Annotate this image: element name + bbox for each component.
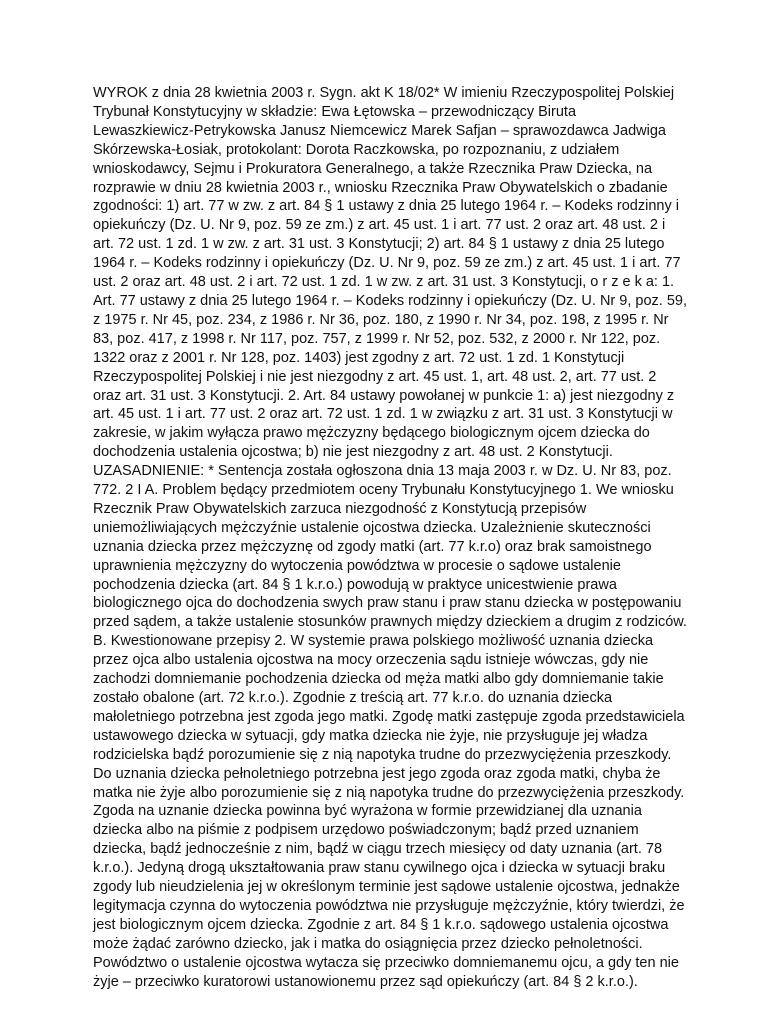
text-line: 83, poz. 417, z 1998 r. Nr 117, poz. 757, z 1999 r. Nr 52, poz. 532, z 2000 r. Nr 122, poz. [93, 330, 661, 347]
text-line: opiekuńczy (Dz. U. Nr 9, poz. 59 ze zm.) z art. 45 ust. 1 i art. 77 ust. 2 oraz art. 48 ust. 2 i [93, 217, 666, 234]
text-line: dziecka, bądź jednocześnie z nim, bądź w ciągu trzech miesięcy od daty uznania (art. 78 [93, 841, 663, 858]
text-line: art. 45 ust. 1 i art. 77 ust. 2 oraz art. 72 ust. 1 zd. 1 w związku z art. 31 ust. 3 Konstytucji w [93, 406, 673, 423]
text-line: dochodzenia ustalenia ojcostwa; b) nie jest niezgodny z art. 48 ust. 2 Konstytucji. [93, 444, 613, 461]
text-line: zostało obalone (art. 72 k.r.o.). Zgodnie z treścią art. 77 k.r.o. do uznania dziecka [93, 690, 613, 706]
text-line: k.r.o.). Jedyną drogą ukształtowania praw stanu cywilnego ojca i dziecka w sytuacji braku [93, 860, 666, 877]
text-line: żyje – przeciwko kuratorowi ustanowionemu przez sąd opiekuńczy (art. 84 § 2 k.r.o.). [93, 973, 638, 990]
text-line: zgody lub nieudzielenia jej w określonym terminie jest sądowe ustalenie ojcostwa, jednakże [93, 879, 680, 896]
text-line: legitymacja czynna do wytoczenia powództwa nie przysługuje mężczyźnie, który twierdzi, że [93, 897, 685, 914]
text-line: Zgoda na uznanie dziecka powinna być wyrażona w formie przewidzianej dla uznania [93, 803, 642, 820]
text-line: B. Kwestionowane przepisy 2. W systemie prawa polskiego możliwość uznania dziecka [93, 633, 654, 650]
text-line: art. 72 ust. 1 zd. 1 w zw. z art. 31 ust. 3 Konstytucji; 2) art. 84 § 1 ustawy z dnia 25 lutego [93, 236, 665, 253]
text-line: ustawowego dziecka w sytuacji, gdy matka dziecka nie żyje, nie przysługuje jej władza [93, 727, 648, 744]
text-line: może żądać zarówno dziecko, jak i matka do osiągnięcia przez dziecko pełnoletności. [93, 935, 643, 952]
text-line: oraz art. 31 ust. 3 Konstytucji. 2. Art. 84 ustawy powołanej w punkcie 1: a) jest niezgodny z [93, 387, 675, 404]
text-line: matka nie żyje albo porozumienie się z nią napotyka trudne do przezwyciężenia przeszkody. [93, 784, 685, 801]
text-line: WYROK z dnia 28 kwietnia 2003 r. Sygn. akt K 18/02* W imieniu Rzeczypospolitej Polskiej [93, 85, 675, 101]
text-line: Powództwo o ustalenie ojcostwa wytacza się przeciwko domniemanemu ojcu, a gdy ten nie [93, 954, 679, 971]
text-line: uprawnienia mężczyzny do wytoczenia powództwa w procesie o sądowe ustalenie [93, 557, 621, 574]
text-line: Art. 77 ustawy z dnia 25 lutego 1964 r. – Kodeks rodzinny i opiekuńczy (Dz. U. Nr 9, poz. 59, [93, 292, 688, 309]
text-line: Trybunał Konstytucyjny w składzie: Ewa Łętowska – przewodniczący Biruta [93, 103, 577, 120]
text-line: uniemożliwiających mężczyźnie ustalenie ojcostwa dziecka. Uzależnienie skuteczności [93, 519, 651, 536]
text-line: małoletniego potrzebna jest zgoda jego matki. Zgodę matki zastępuje zgoda przedstawiciela [93, 708, 685, 725]
text-line: rodzicielska bądź porozumienie się z nią napotyka trudne do przezwyciężenia przeszkody. [93, 746, 672, 763]
text-line: jest biologicznym ojcem dziecka. Zgodnie z art. 84 § 1 k.r.o. sądowego ustalenia ojcostwa [93, 916, 669, 933]
text-line: Do uznania dziecka pełnoletniego potrzebna jest jego zgoda oraz zgoda matki, chyba że [93, 765, 661, 782]
text-line: rozprawie w dniu 28 kwietnia 2003 r., wniosku Rzecznika Praw Obywatelskich o zbadanie [93, 179, 668, 196]
text-line: przez ojca albo ustalenia ojcostwa na mocy orzeczenia sądu istnieje wówczas, gdy nie [93, 652, 649, 669]
text-line: uznania dziecka przez mężczyznę od zgody matki (art. 77 k.r.o) oraz brak samoistnego [93, 538, 652, 555]
document-body-text [93, 84, 688, 992]
text-line: ust. 2 oraz art. 48 ust. 2 i art. 72 ust. 1 zd. 1 w zw. z art. 31 ust. 3 Konstytucji, o r z e k a: 1. [93, 274, 675, 291]
text-line: wnioskodawcy, Sejmu i Prokuratora Generalnego, a także Rzecznika Praw Dziecka, na [93, 160, 653, 177]
text-line: Lewaszkiewicz-Petrykowska Janusz Niemcewicz Marek Safjan – sprawozdawca Jadwiga [93, 122, 666, 139]
text-line: z 1975 r. Nr 45, poz. 234, z 1986 r. Nr 36, poz. 180, z 1990 r. Nr 34, poz. 198, z 1995 r. Nr [93, 311, 669, 328]
text-line: Rzecznik Praw Obywatelskich zarzuca niezgodność z Konstytucją przepisów [93, 500, 587, 517]
text-line: pochodzenia dziecka (art. 84 § 1 k.r.o.) powodują w praktyce unicestwienie prawa [93, 576, 617, 593]
text-line: zachodzi domniemanie pochodzenia dziecka od męża matki albo gdy domniemanie takie [93, 671, 664, 688]
text-line: zgodności: 1) art. 77 w zw. z art. 84 § 1 ustawy z dnia 25 lutego 1964 r. – Kodeks rodzinny i [93, 198, 679, 215]
text-line: przed sądem, a także ustalenie stosunków prawnych między dzieckiem a drugim z rodziców. [93, 614, 687, 631]
text-line: Rzeczypospolitej Polskiej i nie jest niezgodny z art. 45 ust. 1, art. 48 ust. 2, art. 77 ust. 2 [93, 368, 657, 385]
text-line: biologicznego ojca do dochodzenia swych praw stanu i praw stanu dziecka w postępowaniu [93, 595, 682, 612]
text-line: 1322 oraz z 2001 r. Nr 128, poz. 1403) jest zgodny z art. 72 ust. 1 zd. 1 Konstytucji [93, 349, 625, 366]
text-line: zakresie, w jakim wyłącza prawo mężczyzny będącego biologicznym ojcem dziecka do [93, 425, 650, 442]
text-line: dziecka albo na piśmie z podpisem urzędowo poświadczonym; bądź przed uznaniem [93, 822, 639, 839]
text-line: Skórzewska-Łosiak, protokolant: Dorota Raczkowska, po rozpoznaniu, z udziałem [93, 141, 620, 158]
text-line: 1964 r. – Kodeks rodzinny i opiekuńczy (Dz. U. Nr 9, poz. 59 ze zm.) z art. 45 ust. 1 i art. 77 [93, 255, 681, 272]
text-line: 772. 2 I A. Problem będący przedmiotem oceny Trybunału Konstytucyjnego 1. We wniosku [93, 482, 674, 499]
text-line: UZASADNIENIE: * Sentencja została ogłoszona dnia 13 maja 2003 r. w Dz. U. Nr 83, poz. [93, 463, 672, 480]
